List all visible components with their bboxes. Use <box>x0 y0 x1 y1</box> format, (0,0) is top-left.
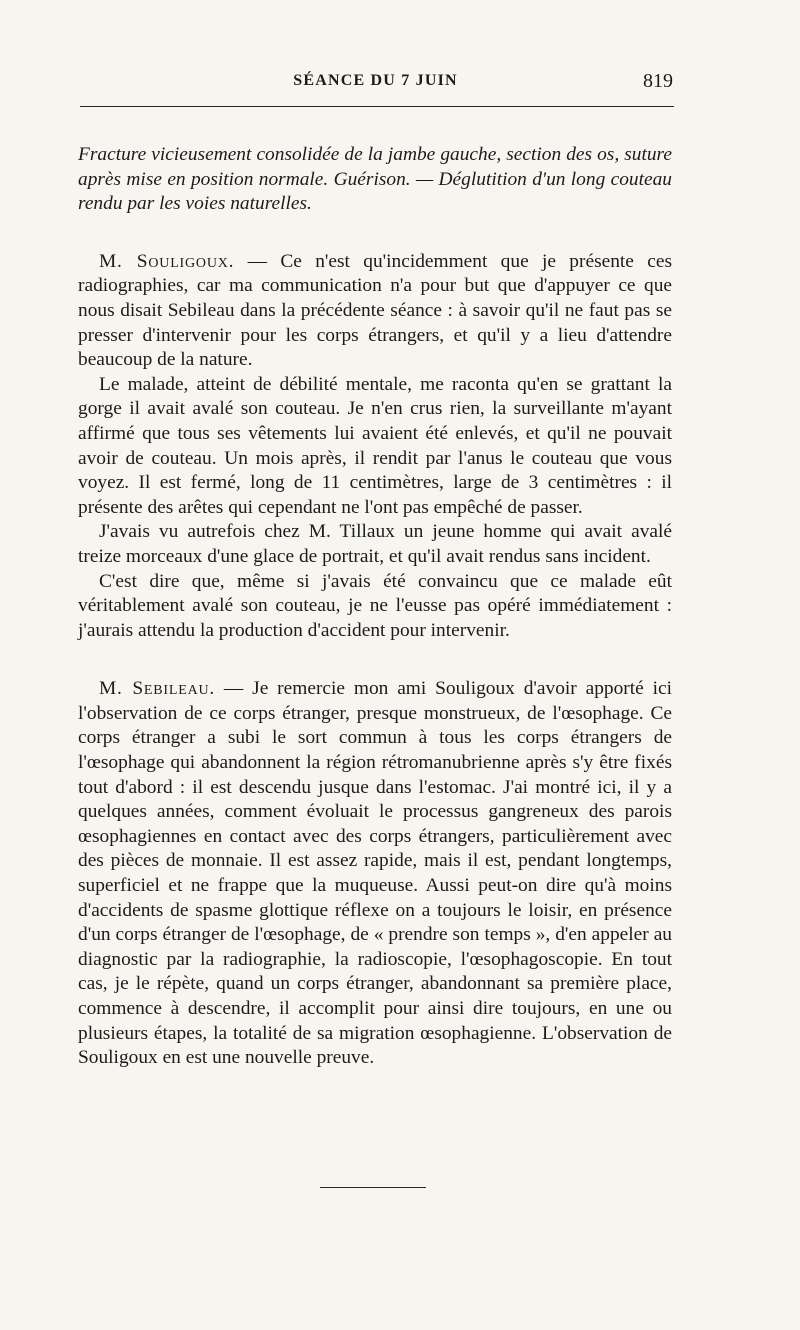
paragraph: Le malade, atteint de débilité mentale, me raconta qu'en se grattant la gorge il avait avalé son couteau. Je n'en crus rien, la surveillante m'ayant affirmé que tous ses vêtements lui avaient été enlevés, et qu'il ne pouvait avoir de couteau. Un mois après, il rendit par l'anus le couteau que vous voyez. Il est fermé, long de 11 centimètres, large de 3 centimètres : il présente des arêtes qui cependant ne l'ont pas empêché de passer. <box>78 373 672 518</box>
paragraph-sebileau <box>78 677 672 1071</box>
speaker-name: M. Sebileau. <box>99 678 216 700</box>
paragraph: J'avais vu autrefois chez M. Tillaux un jeune homme qui avait avalé treize morceaux d'une glace de portrait, et qu'il avait rendus sans incident. <box>78 521 672 567</box>
running-title: SÉANCE DU 7 JUIN <box>293 72 458 89</box>
running-head <box>78 70 673 94</box>
header-rule <box>80 106 674 107</box>
speaker-name: M. Souligoux. <box>99 250 235 272</box>
paragraph: C'est dire que, même si j'avais été convaincu que ce malade eût véritablement avalé son couteau, je ne l'eusse pas opéré immédiatement : j'aurais attendu la production d'accident pour intervenir. <box>78 570 672 641</box>
closing-rule <box>320 1187 426 1188</box>
paragraph-text: — Je remercie mon ami Souligoux d'avoir apporté ici l'observation de ce corps étranger, presque monstrueux, de l'œsophage. Ce corps étranger a subi le sort commun à tous les corps étrangers de l'œsophage qui abandonnent la région rétromanubrienne après s'y être fixés tout d'abord : il est descendu jusque dans l'estomac. J'ai montré ici, il y a quelques années, comment évoluait le processus gangreneux des parois œsophagiennes en contact avec des corps étrangers, particulièrement avec des pièces de monnaie. Il est assez rapide, mais il est, pendant longtemps, superficiel et ne frappe que la muqueuse. Aussi peut-on dire qu'à moins d'accidents de spasme glottique réflexe on a toujours le loisir, en présence d'un corps étranger de l'œsophage, de « prendre son temps », d'en appeler au diagnostic par la radiographie, la radioscopie, l'œsophagoscopie. En tout cas, je le répète, quand un corps étranger, abandonnant sa première place, commence à descendre, il accomplit pour ainsi dire toujours, en une ou plusieurs étapes, la totalité de sa migration œsophagienne. L'observation de Souligoux en est une nouvelle preuve. <box>78 678 672 1069</box>
paragraph-souligoux <box>78 250 672 373</box>
body-text <box>78 143 672 1071</box>
paragraph-text: — Ce n'est qu'incidemment que je présente ces radiographies, car ma communication n'a pour but que d'appuyer ce que nous disait Sebileau dans la précédente séance : à savoir qu'il ne faut pas se presser d'intervenir pour les corps étrangers, et qu'il y a lieu d'attendre beaucoup de la nature. <box>78 250 672 371</box>
abstract: Fracture vicieusement consolidée de la jambe gauche, section des os, suture après mise en position normale. Guérison. — Déglutition d'un long couteau rendu par les voies naturelles. <box>78 144 672 215</box>
page-number: 819 <box>643 70 673 92</box>
